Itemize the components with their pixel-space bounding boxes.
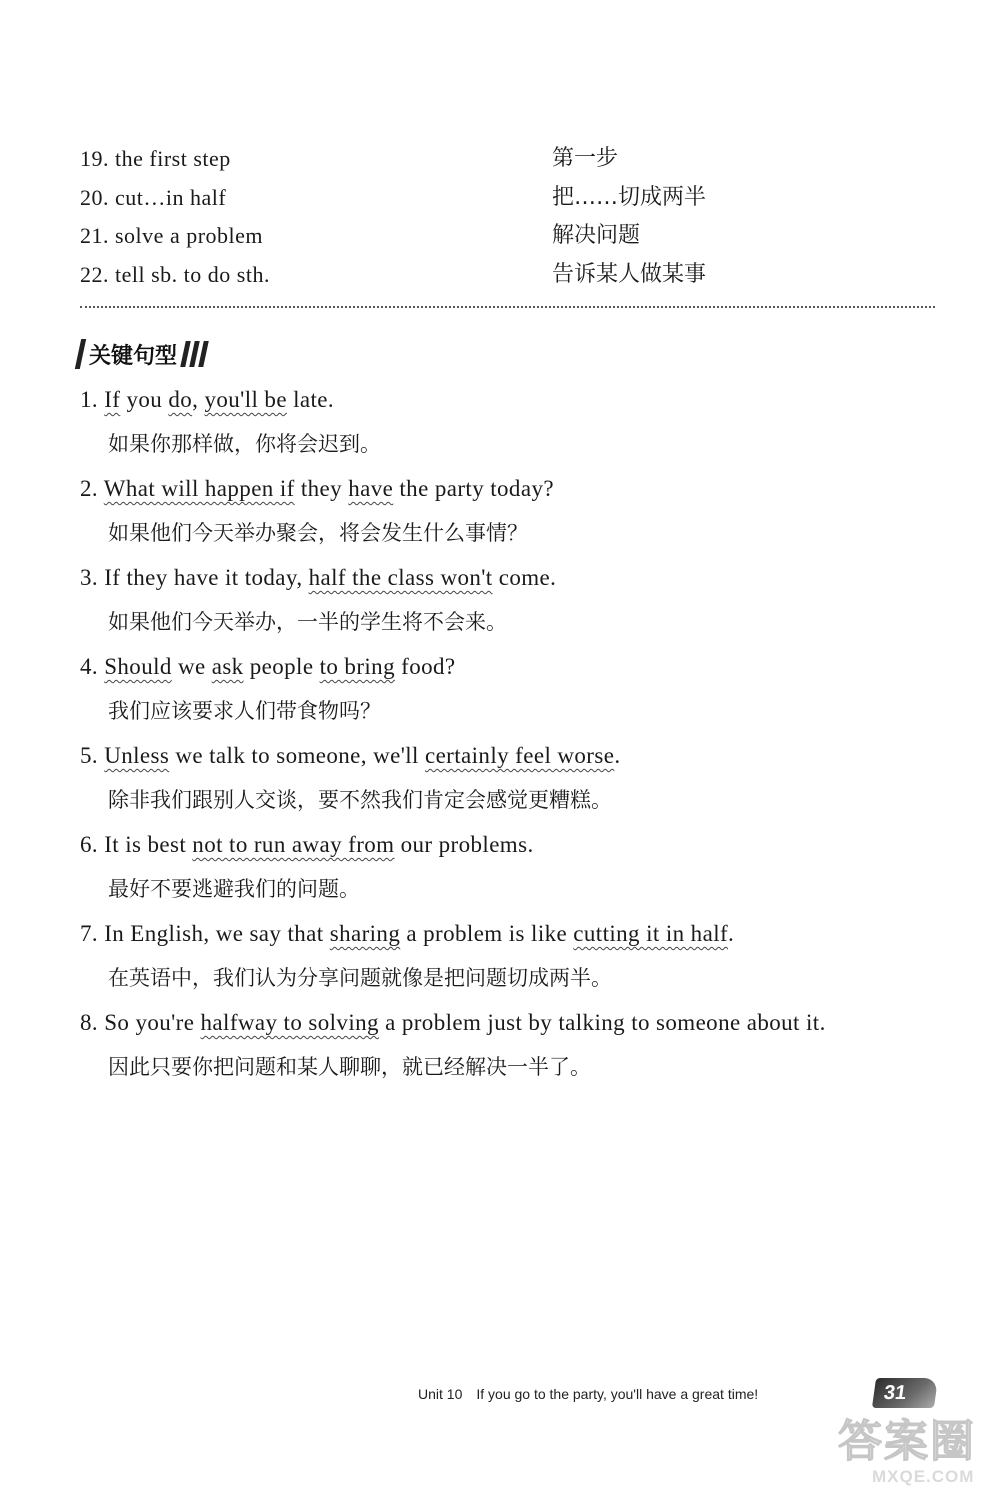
sentence-text: we xyxy=(171,654,212,679)
underlined-phrase: you'll be xyxy=(204,387,287,412)
footer-title: If you go to the party, you'll have a great time! xyxy=(476,1386,759,1402)
underlined-phrase: If xyxy=(104,387,121,412)
sentence-text: you xyxy=(120,387,169,412)
vocab-row xyxy=(80,217,940,256)
title-left-bar-icon xyxy=(75,339,86,369)
sentence-text: a problem is like xyxy=(400,921,574,946)
footer-unit: Unit 10 xyxy=(418,1386,463,1402)
underlined-phrase: have xyxy=(348,476,394,501)
sentence-text: . xyxy=(728,921,735,946)
underlined-phrase: ask xyxy=(211,654,244,679)
vocab-chinese: 告诉某人做某事 xyxy=(552,261,707,287)
page-footer xyxy=(418,1386,758,1402)
underlined-phrase: certainly feel worse xyxy=(424,743,615,768)
sentence-item xyxy=(80,645,940,734)
sentence-text: food? xyxy=(394,654,456,679)
sentence-english xyxy=(80,467,554,511)
sentence-text: 5. xyxy=(80,743,105,768)
sentence-english xyxy=(80,645,456,689)
sentence-text: a problem just by talking to someone about it. xyxy=(378,1010,826,1035)
sentence-chinese: 如果他们今天举办聚会，将会发生什么事情？ xyxy=(108,521,528,545)
sentence-english xyxy=(80,912,734,956)
sentence-chinese: 因此只要你把问题和某人聊聊，就已经解决一半了。 xyxy=(108,1055,591,1079)
sentence-text: 3. If they have it today, xyxy=(80,565,309,590)
section-title-text: 关键句型 xyxy=(89,343,178,369)
sentence-chinese: 如果他们今天举办，一半的学生将不会来。 xyxy=(108,610,507,634)
sentence-item xyxy=(80,556,940,645)
sentence-english xyxy=(80,734,620,778)
sentence-text: late. xyxy=(286,387,335,412)
vocab-english: 22. tell sb. to do sth. xyxy=(80,261,270,287)
vocab-english: 19. the first step xyxy=(80,146,231,171)
page-number: 31 xyxy=(882,1381,908,1404)
sentence-text: 8. So you're xyxy=(80,1010,201,1035)
vocab-row xyxy=(80,179,940,218)
underlined-phrase: What will happen if xyxy=(103,476,295,501)
sentence-item xyxy=(80,734,940,823)
vocabulary-list xyxy=(80,140,940,294)
sentence-text: the party today? xyxy=(393,476,554,501)
watermark-logo-text: 答案圈 xyxy=(838,1416,976,1467)
page-number-badge xyxy=(872,1378,938,1408)
underlined-phrase: Should xyxy=(104,654,172,679)
sentence-text: 6. It is best xyxy=(80,832,193,857)
sentence-english xyxy=(80,823,534,867)
sentence-text: come. xyxy=(492,565,557,590)
title-bars-icon xyxy=(183,341,210,367)
key-sentences xyxy=(80,378,940,1090)
sentence-chinese: 在英语中，我们认为分享问题就像是把问题切成两半。 xyxy=(108,966,612,990)
sentence-text: we talk to someone, we'll xyxy=(169,743,425,768)
vocab-chinese: 第一步 xyxy=(552,146,619,171)
sentence-chinese: 我们应该要求人们带食物吗？ xyxy=(108,699,381,723)
vocab-english: 21. solve a problem xyxy=(80,223,264,248)
vocab-chinese: 把……切成两半 xyxy=(552,184,707,210)
sentence-text: 2. xyxy=(80,476,104,501)
section-title xyxy=(78,338,210,370)
underlined-phrase: halfway to solving xyxy=(200,1010,379,1035)
vocab-row xyxy=(80,140,940,179)
underlined-phrase: cutting it in half xyxy=(573,921,729,946)
sentence-chinese: 最好不要逃避我们的问题。 xyxy=(108,877,360,901)
sentence-item xyxy=(80,912,940,1001)
underlined-phrase: to bring xyxy=(319,654,395,679)
sentence-chinese: 除非我们跟别人交谈，要不然我们肯定会感觉更糟糕。 xyxy=(108,788,612,812)
sentence-text: our problems. xyxy=(394,832,534,857)
sentence-chinese: 如果你那样做，你将会迟到。 xyxy=(108,432,381,456)
dotted-divider xyxy=(80,306,935,308)
watermark-url: MXQE.COM xyxy=(872,1467,975,1486)
sentence-text: , xyxy=(192,387,205,412)
sentence-item xyxy=(80,378,940,467)
underlined-phrase: sharing xyxy=(329,921,401,946)
sentence-item xyxy=(80,1001,940,1090)
vocab-row xyxy=(80,256,940,295)
sentence-item xyxy=(80,467,940,556)
sentence-english xyxy=(80,378,334,422)
sentence-text: people xyxy=(243,654,320,679)
sentence-english xyxy=(80,1001,826,1045)
underlined-phrase: Unless xyxy=(104,743,170,768)
underlined-phrase: do xyxy=(168,387,193,412)
underlined-phrase: half the class won't xyxy=(308,565,493,590)
sentence-text: they xyxy=(294,476,349,501)
sentence-text: 4. xyxy=(80,654,105,679)
sentence-text: . xyxy=(614,743,621,768)
sentence-text: 7. In English, we say that xyxy=(80,921,330,946)
underlined-phrase: not to run away from xyxy=(192,832,395,857)
sentence-text: 1. xyxy=(80,387,105,412)
vocab-english: 20. cut…in half xyxy=(80,184,227,210)
watermark-logo xyxy=(818,1405,996,1495)
vocab-chinese: 解决问题 xyxy=(552,223,641,248)
sentence-item xyxy=(80,823,940,912)
sentence-english xyxy=(80,556,556,600)
